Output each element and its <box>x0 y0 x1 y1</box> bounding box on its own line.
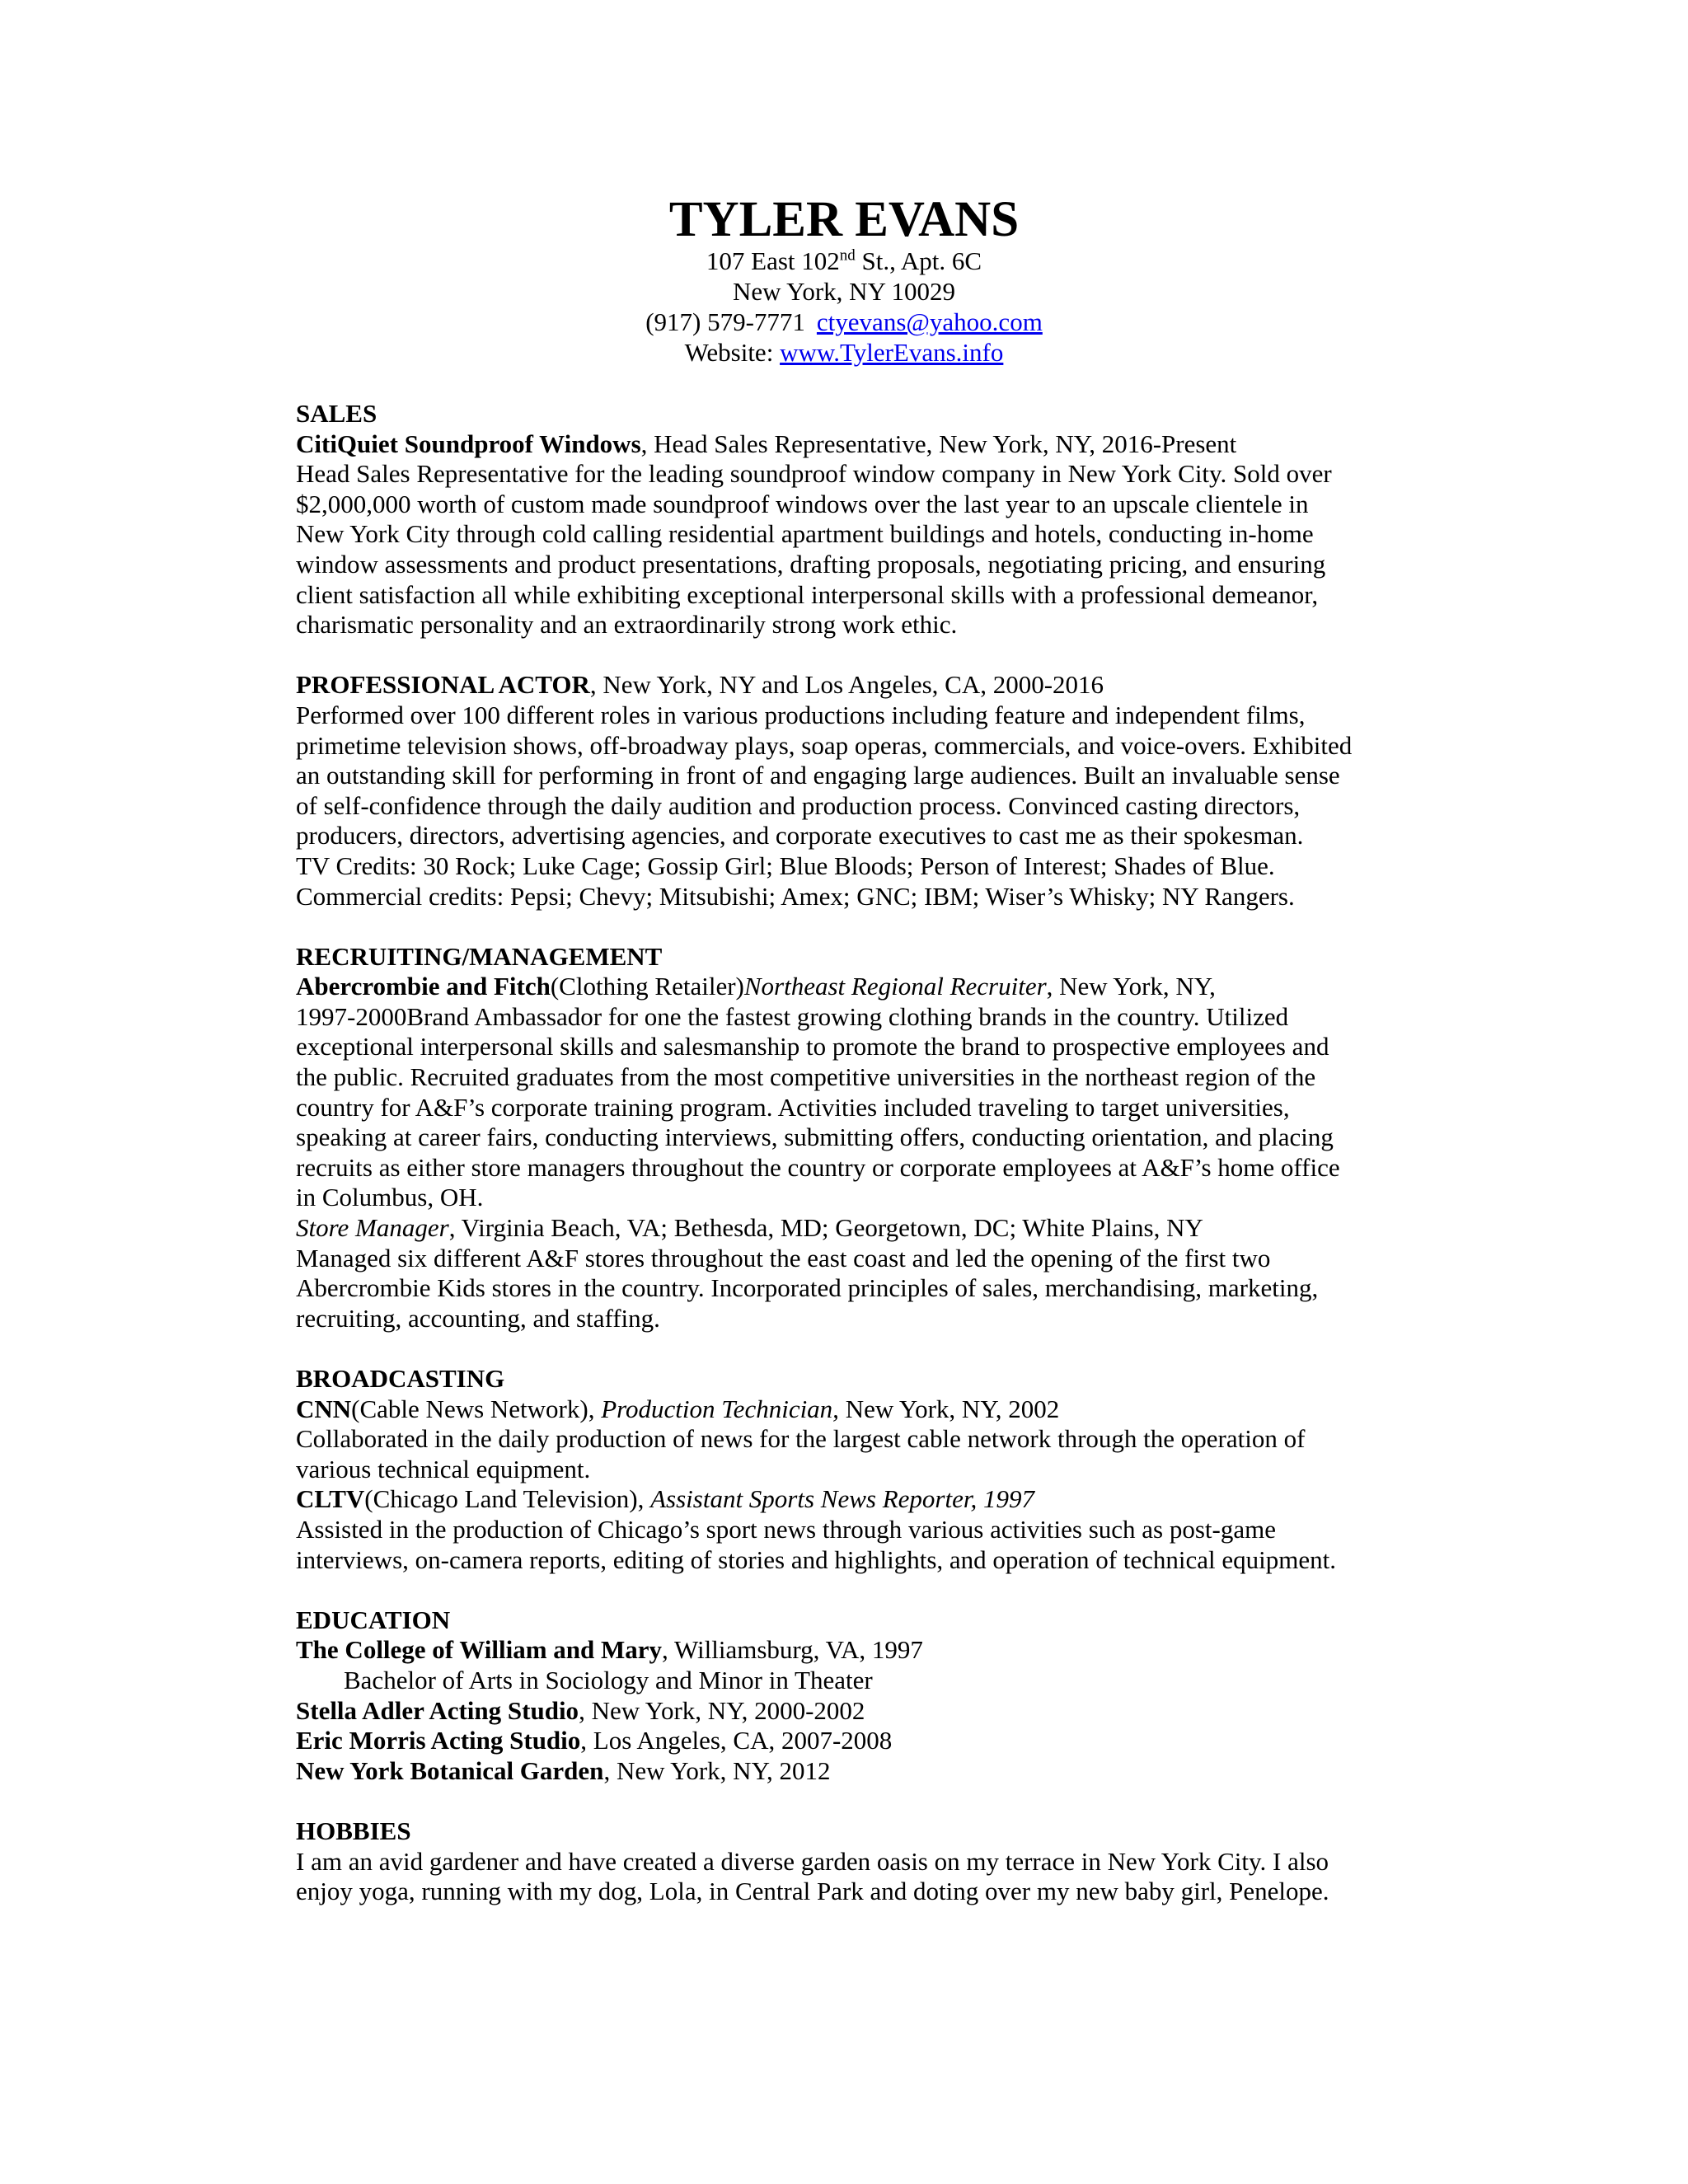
body-line: Commercial credits: Pepsi; Chevy; Mitsubishi; Amex; GNC; IBM; Wiser’s Whisky; NY Rangers. <box>296 881 1295 911</box>
body-line: an outstanding skill for performing in front of and engaging large audiences. Built an invaluable sense <box>296 761 1340 790</box>
job-title-line <box>296 1213 1433 1244</box>
section-heading: HOBBIES <box>296 1816 411 1845</box>
body-line: enjoy yoga, running with my dog, Lola, in Central Park and doting over my new baby girl, Penelope. <box>296 1877 1329 1906</box>
body-line: Managed six different A&F stores throughout the east coast and led the opening of the first two <box>296 1243 1271 1272</box>
body-line: country for A&F’s corporate training program. Activities included traveling to target universities, <box>296 1092 1290 1122</box>
school-name: Eric Morris Acting Studio <box>296 1726 581 1755</box>
job-role: Production Technician, <box>601 1394 839 1423</box>
job-title-line <box>296 670 1433 701</box>
address-apt: St., Apt. 6C <box>855 246 982 275</box>
body-line: primetime television shows, off-broadway plays, soap operas, commercials, and voice-overs. Exhibited <box>296 730 1353 760</box>
body-line: in Columbus, OH. <box>296 1183 484 1212</box>
section-heading: BROADCASTING <box>296 1364 505 1393</box>
body-line: TV Credits: 30 Rock; Luke Cage; Gossip Girl; Blue Bloods; Person of Interest; Shades of Blue. <box>296 851 1275 880</box>
phone-number: (917) 579-7771 <box>645 307 805 336</box>
body-line: window assessments and product presentations, drafting proposals, negotiating pricing, and ensuring <box>296 549 1326 579</box>
job-details: , New York, NY and Los Angeles, CA, 2000-2016 <box>589 670 1104 700</box>
city-line: New York, NY 10029 <box>732 277 956 306</box>
job-title-line <box>296 1394 1433 1425</box>
body-line: exceptional interpersonal skills and salesmanship to promote the brand to prospective employees and <box>296 1032 1329 1062</box>
body-line: Collaborated in the daily production of news for the largest cable network through the operation of <box>296 1424 1306 1454</box>
school-details: , Williamsburg, VA, 1997 <box>662 1635 923 1665</box>
school-name: The College of William and Mary <box>296 1635 663 1665</box>
body-line: various technical equipment. <box>296 1454 591 1483</box>
address-ordinal: nd <box>839 246 856 265</box>
body-line: $2,000,000 worth of custom made soundproof windows over the last year to an upscale clientele in <box>296 489 1309 518</box>
section-recruiting <box>296 942 1433 1334</box>
candidate-name: TYLER EVANS <box>668 192 1020 247</box>
section-actor <box>296 670 1433 912</box>
employer-name: CLTV <box>296 1484 365 1514</box>
job-title-line <box>296 429 1433 460</box>
education-item <box>296 1696 1433 1727</box>
section-heading: EDUCATION <box>296 1605 451 1634</box>
school-details: , New York, NY, 2000-2002 <box>579 1695 865 1725</box>
body-line: interviews, on-camera reports, editing of stories and highlights, and operation of technical equipment. <box>296 1544 1337 1574</box>
employer-type: (Clothing Retailer) <box>550 972 744 1001</box>
email-link[interactable]: ctyevans@yahoo.com <box>816 307 1043 336</box>
section-hobbies <box>296 1816 1433 1907</box>
employer-name: CNN <box>296 1394 352 1423</box>
body-line: recruiting, accounting, and staffing. <box>296 1303 660 1333</box>
school-name: Stella Adler Acting Studio <box>296 1695 579 1725</box>
section-heading: RECRUITING/MANAGEMENT <box>296 941 663 971</box>
address-street: 107 East 102 <box>706 246 840 275</box>
resume-header <box>0 194 1688 368</box>
employer-name: CitiQuiet Soundproof Windows <box>296 429 641 458</box>
resume-body <box>296 399 1433 1937</box>
school-name: New York Botanical Garden <box>296 1755 604 1785</box>
section-heading: PROFESSIONAL ACTOR <box>296 670 590 700</box>
job-role: Assistant Sports News Reporter, 1997 <box>650 1484 1034 1514</box>
body-line: 1997-2000Brand Ambassador for one the fastest growing clothing brands in the country. Utilized <box>296 1001 1289 1031</box>
website-link[interactable]: www.TylerEvans.info <box>780 338 1004 367</box>
job-details: New York, NY, 2002 <box>838 1394 1060 1423</box>
section-sales <box>296 399 1433 640</box>
section-broadcasting <box>296 1364 1433 1575</box>
job-role: Store Manager <box>296 1213 449 1243</box>
body-line: New York City through cold calling residential apartment buildings and hotels, conducting in-home <box>296 519 1314 549</box>
body-line: Abercrombie Kids stores in the country. Incorporated principles of sales, merchandising, marketing, <box>296 1273 1319 1303</box>
body-line: Assisted in the production of Chicago’s sport news through various activities such as post-game <box>296 1514 1277 1544</box>
job-details: , Virginia Beach, VA; Bethesda, MD; Georgetown, DC; White Plains, NY <box>448 1213 1203 1243</box>
job-title-line <box>296 1484 1433 1515</box>
job-role: Northeast Regional Recruiter <box>743 972 1047 1001</box>
body-line: client satisfaction all while exhibiting exceptional interpersonal skills with a professional demeanor, <box>296 579 1319 609</box>
body-line: charismatic personality and an extraordinarily strong work ethic. <box>296 610 958 640</box>
body-line: Head Sales Representative for the leading soundproof window company in New York City. Sold over <box>296 459 1332 489</box>
body-line: Performed over 100 different roles in various productions including feature and independent films, <box>296 700 1306 729</box>
contact-line <box>0 307 1688 337</box>
body-line: speaking at career fairs, conducting interviews, submitting offers, conducting orientation, and placing <box>296 1122 1334 1152</box>
body-line: recruits as either store managers throughout the country or corporate employees at A&F’s home office <box>296 1152 1340 1182</box>
website-line <box>0 337 1688 368</box>
job-details: , Head Sales Representative, New York, NY, 2016-Present <box>640 429 1237 458</box>
school-details: , Los Angeles, CA, 2007-2008 <box>580 1726 893 1755</box>
employer-type: (Chicago Land Television), <box>364 1484 651 1514</box>
body-line: I am an avid gardener and have created a diverse garden oasis on my terrace in New York City. I also <box>296 1846 1329 1876</box>
job-title-line <box>296 972 1433 1002</box>
education-item <box>296 1756 1433 1787</box>
address-line <box>0 246 1688 276</box>
section-education <box>296 1605 1433 1787</box>
body-line: producers, directors, advertising agencies, and corporate executives to cast me as their spokesman. <box>296 821 1304 851</box>
section-heading: SALES <box>296 399 377 428</box>
degree-line: Bachelor of Arts in Sociology and Minor in Theater <box>344 1665 873 1694</box>
job-details: , New York, NY, <box>1046 972 1216 1001</box>
body-line: of self-confidence through the daily audition and production process. Convinced casting directors, <box>296 790 1301 820</box>
education-item <box>296 1726 1433 1756</box>
website-label: Website: <box>684 338 781 367</box>
employer-type: (Cable News Network), <box>351 1394 602 1423</box>
body-line: the public. Recruited graduates from the most competitive universities in the northeast region of the <box>296 1062 1316 1092</box>
employer-name: Abercrombie and Fitch <box>296 972 551 1001</box>
school-details: , New York, NY, 2012 <box>603 1755 831 1785</box>
education-item <box>296 1635 1433 1666</box>
